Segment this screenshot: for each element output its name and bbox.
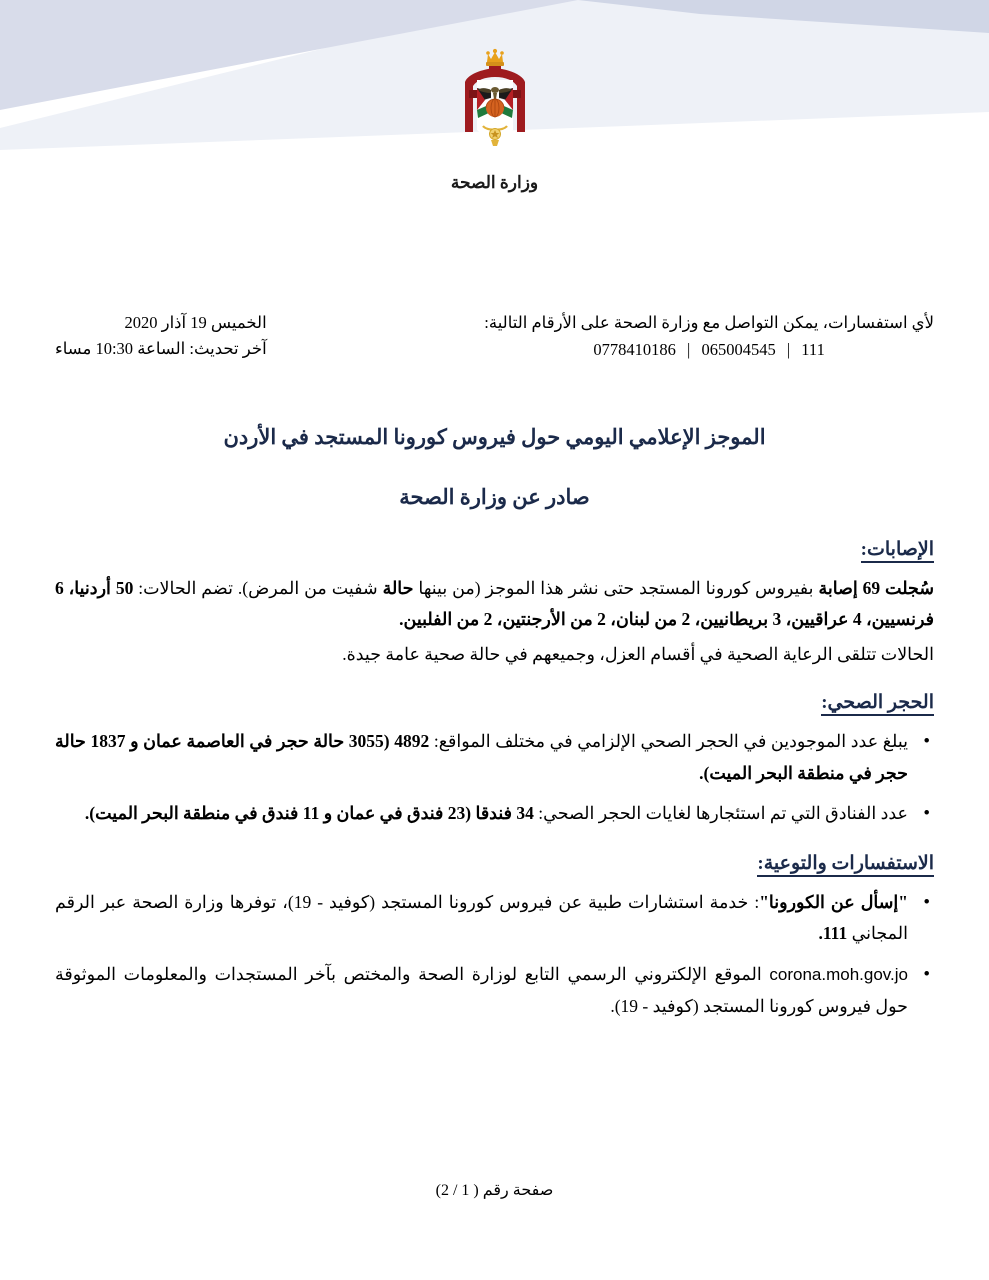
phone-separator-1: |	[687, 339, 691, 359]
section-heading-infections	[55, 538, 934, 561]
section-heading-infections-text: الإصابات:	[861, 539, 934, 563]
emblem-block	[0, 46, 989, 193]
section-heading-inquiries	[55, 852, 934, 875]
section-heading-quarantine	[55, 691, 934, 714]
ask-corona-description: : خدمة استشارات طبية عن فيروس كورونا المستجد (كوفيد - 19)، توفرها وزارة الصحة عبر الرقم المجاني	[55, 891, 908, 944]
quarantine-people-figures: 4892 (3055 حالة حجر في العاصمة عمان و 1837 حالة حجر في منطقة البحر الميت).	[55, 731, 908, 783]
banner-wedge-right-top	[578, 0, 989, 33]
contact-intro-text: لأي استفسارات، يمكن التواصل مع وزارة الصحة على الأرقام التالية:	[484, 313, 934, 332]
phone-number-3: 0778410186	[593, 339, 676, 359]
recovered-case-bold: حالة	[382, 578, 414, 598]
list-item	[55, 798, 934, 830]
free-hotline-number: 111.	[818, 923, 848, 944]
quarantine-people-text: يبلغ عدد الموجودين في الحجر الصحي الإلزامي في مختلف المواقع:	[429, 731, 908, 752]
phone-number-2: 065004545	[701, 339, 776, 359]
date-block	[55, 310, 267, 361]
quarantine-list	[55, 726, 934, 830]
page-subtitle: صادر عن وزارة الصحة	[399, 485, 590, 509]
page-footer: صفحة رقم ( 1 / 2)	[435, 1182, 554, 1199]
last-update-line: آخر تحديث: الساعة 10:30 مساء	[55, 338, 267, 358]
document-body	[0, 538, 989, 1031]
infections-paragraph	[55, 573, 934, 635]
infections-care-paragraph: الحالات تتلقى الرعاية الصحية في أقسام العزل، وجميعهم في حالة صحية عامة جيدة.	[342, 644, 934, 665]
ask-corona-service-name: "إسأل عن الكورونا"	[759, 891, 908, 912]
hotline-numbers	[484, 337, 934, 363]
list-item	[55, 887, 934, 950]
meta-row	[0, 310, 989, 362]
list-item	[55, 726, 934, 789]
contact-block	[484, 310, 934, 362]
quarantine-hotels-text: عدد الفنادق التي تم استئجارها لغايات الحجر الصحي:	[533, 803, 908, 824]
phone-number-1: 111	[801, 339, 825, 359]
date-line: الخميس 19 آذار 2020	[124, 313, 267, 332]
official-website-description: الموقع الإلكتروني الرسمي التابع لوزارة الصحة والمختص بآخر المستجدات والمعلومات الموثوقة حول فيروس كورونا المستجد (كوفيد - 19).	[55, 963, 908, 1016]
ministry-name-label: وزارة الصحة	[450, 173, 539, 192]
page-title: الموجز الإعلامي اليومي حول فيروس كورونا المستجد في الأردن	[223, 425, 766, 449]
phone-separator-2: |	[786, 339, 791, 359]
infections-text-1: بفيروس كورونا المستجد حتى نشر هذا الموجز (من بينها	[413, 578, 819, 598]
list-item	[55, 959, 934, 1022]
section-heading-quarantine-text: الحجر الصحي:	[821, 692, 934, 716]
official-website-url[interactable]: corona.moh.gov.jo	[769, 964, 908, 984]
nationality-breakdown-bold: 50 أردنيا، 6 فرنسيين، 4 عراقيين، 3 بريطانيين، 2 من لبنان، 2 من الأرجنتين، 2 من الفلبين.	[55, 578, 934, 630]
infections-count-bold: سُجلت 69 إصابة	[818, 578, 934, 598]
section-heading-inquiries-text: الاستفسارات والتوعية:	[757, 853, 934, 877]
inquiries-list	[55, 887, 934, 1022]
quarantine-hotels-figures: 34 فندقا (23 فندق في عمان و 11 فندق في منطقة البحر الميت).	[84, 803, 534, 824]
jordan-coat-of-arms-icon	[447, 46, 543, 166]
infections-text-2: شفيت من المرض). تضم الحالات:	[133, 578, 383, 598]
